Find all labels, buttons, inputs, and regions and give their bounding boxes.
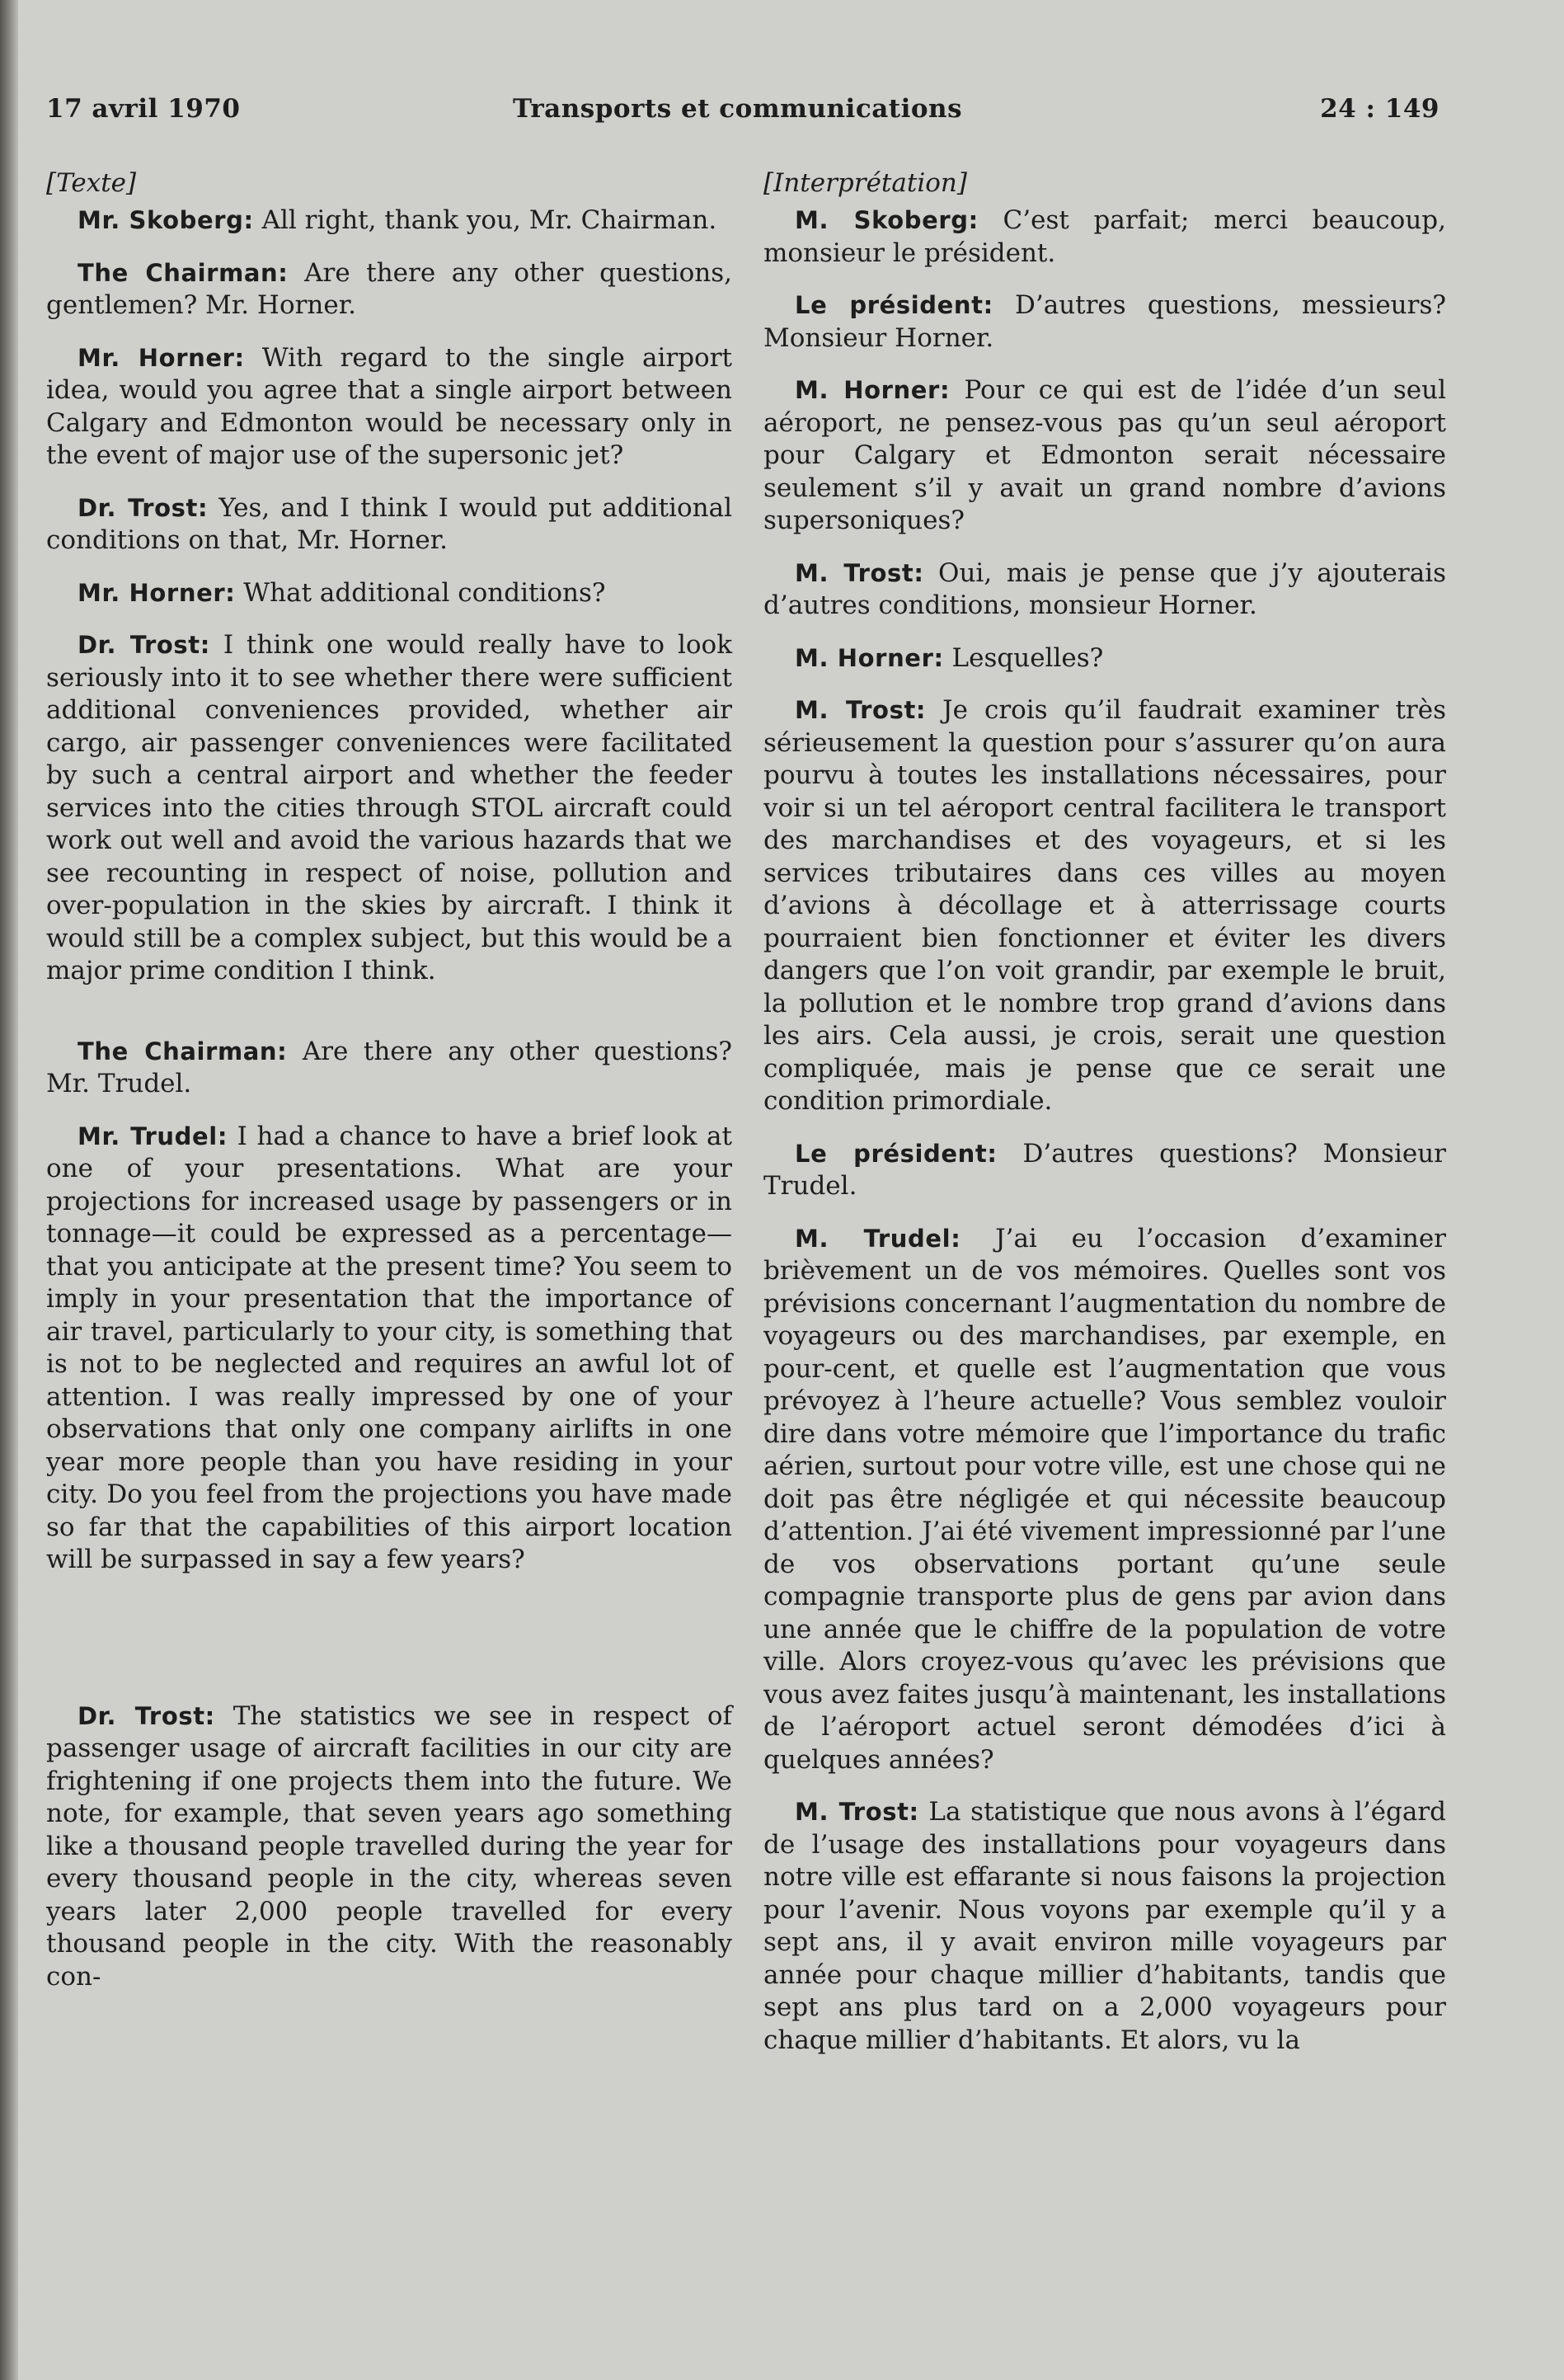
speaker-name: Mr. Trudel: — [77, 1122, 228, 1150]
speaker-name: Mr. Skoberg: — [77, 206, 254, 234]
transcript-paragraph — [46, 492, 732, 557]
speech-text: The statistics we see in respect of passenger usage of aircraft facilities in our city are frightening if one projects them into the future. We note, for example, that seven years ago something like a thousand people travelled during the year for every thousand people in the city, whereas seven years later 2,000 people travelled for every thousand people in the city. With the reasonably con- — [46, 1700, 732, 1992]
speaker-name: Dr. Trost: — [77, 493, 209, 522]
speaker-name: Le président: — [795, 291, 993, 319]
speech-text: What additional conditions? — [235, 577, 606, 608]
transcript-paragraph — [763, 557, 1446, 623]
transcript-paragraph — [763, 374, 1446, 538]
speech-text: Pour ce qui est de l’idée d’un seul aéroport, ne pensez-vous pas qu’un seul aéroport pour Calgary et Edmonton serait nécessaire seulement s’il y avait un grand nombre d’avions supersoniques? — [763, 375, 1446, 535]
speech-text: Oui, mais je pense que j’y ajouterais d’autres conditions, monsieur Horner. — [763, 557, 1446, 620]
speaker-name: Mr. Horner: — [77, 343, 245, 372]
transcript-paragraph — [46, 342, 732, 473]
speaker-name: M. Skoberg: — [795, 206, 979, 234]
speaker-name: M. Horner: — [795, 643, 944, 672]
transcript-paragraph — [763, 642, 1446, 675]
header-page-number: 24 : 149 — [1320, 94, 1440, 124]
speaker-name: The Chairman: — [77, 1037, 288, 1065]
transcript-paragraph — [763, 1223, 1446, 1777]
speech-text: Je crois qu’il faudrait examiner très sérieusement la question pour s’assurer qu’on aura pourvu à toutes les installations nécessaires, pour voir si un tel aéroport central facilitera le transport des marchandises et des voyageurs, et si les services tributaires dans ces villes au moyen d’avions à décollage et à atterrissage courts pourraient bien fonctionner et éviter les divers dangers que l’on voit grandir, par exemple le bruit, la pollution et le nombre trop grand d’avions dans les airs. Cela aussi, je crois, serait une question compliquée, mais je pense que ce serait une condition primordiale. — [763, 695, 1446, 1116]
transcript-paragraph — [46, 1700, 732, 1994]
speaker-name: M. Trost: — [795, 1798, 919, 1826]
english-column — [46, 167, 732, 2013]
column-label: [Texte] — [46, 168, 137, 198]
speech-text: La statistique que nous avons à l’égard de l’usage des installations pour voyageurs dans notre ville est effarante si nous faisons la projection pour l’avenir. Nous voyons par exemple qu’il y a sept ans, il y avait environ mille voyageurs par année pour chaque millier d’habitants, tandis que sept ans plus tard on a 2,000 voyageurs pour chaque millier d’habitants. Et alors, vu la — [763, 1797, 1446, 2055]
header-date: 17 avril 1970 — [46, 94, 241, 124]
transcript-paragraph — [763, 1796, 1446, 2057]
transcript-paragraph — [46, 1121, 732, 1577]
speaker-name: Le président: — [795, 1139, 998, 1168]
transcript-paragraph — [46, 629, 732, 988]
transcript-paragraph — [46, 577, 732, 610]
speech-text: I had a chance to have a brief look at one of your presentations. What are your projections for increased usage by passengers or in tonnage—it could be expressed as a percentage—that you anticipate at the present time? You seem to imply in your presentation that the importance of air travel, particularly to your city, is something that is not to be neglected and requires an awful lot of attention. I was really impressed by one of your observations that only one company airlifts in one year more people than you have residing in your city. Do you feel from the projections you have made so far that the capabilities of this airport location will be surpassed in say a few years? — [46, 1121, 732, 1574]
page-header — [46, 94, 1440, 134]
transcript-paragraph — [46, 205, 732, 238]
speech-text: With regard to the single airport idea, would you agree that a single airport between Calgary and Edmonton would be necessary only in the event of major use of the supersonic jet? — [46, 342, 733, 470]
speaker-name: M. Trost: — [795, 696, 927, 724]
speech-text: All right, thank you, Mr. Chairman. — [253, 205, 717, 235]
header-title: Transports et communications — [513, 94, 963, 124]
transcript-paragraph — [763, 289, 1446, 355]
speaker-name: The Chairman: — [77, 258, 289, 287]
speech-text: D’autres questions? Monsieur Trudel. — [763, 1138, 1446, 1201]
speech-text: C’est parfait; merci beaucoup, monsieur le président. — [763, 205, 1446, 268]
speech-text: Are there any other questions? Mr. Trudel. — [46, 1036, 732, 1098]
transcript-paragraph — [46, 1036, 732, 1101]
column-label: [Interprétation] — [763, 168, 967, 198]
transcript-paragraph — [763, 205, 1446, 270]
book-spine-shadow — [0, 0, 18, 2380]
speaker-name: M. Horner: — [795, 376, 951, 404]
speech-text: J’ai eu l’occasion d’examiner brièvement un de vos mémoires. Quelles sont vos prévisions concernant l’augmentation du nombre de voyageurs ou des marchandises, par exemple, en pour-cent, et quelle est l’augmentation que vous prévoyez à l’heure actuelle? Vous semblez vouloir dire dans votre mémoire que l’importance du trafic aérien, surtout pour votre ville, est une chose qui ne doit pas être négligée et qui nécessite beaucoup d’attention. J’ai été vivement impressionné par l’une de vos observations portant qu’une seule compagnie transporte plus de gens par avion dans une année que le chiffre de la population de votre ville. Alors croyez-vous qu’avec les prévisions que vous avez faites jusqu’à maintenant, les installations de l’aéroport actuel seront démodées d’ici à quelques années? — [763, 1223, 1446, 1775]
transcript-paragraph — [46, 257, 732, 322]
speaker-name: M. Trost: — [795, 558, 924, 587]
speaker-name: Dr. Trost: — [77, 1701, 215, 1730]
french-column — [763, 167, 1446, 2077]
speech-text: D’autres questions, messieurs? Monsieur Horner. — [763, 290, 1446, 353]
speaker-name: Dr. Trost: — [77, 631, 210, 659]
transcript-paragraph — [763, 694, 1446, 1118]
speech-text: Yes, and I think I would put additional conditions on that, Mr. Horner. — [46, 492, 732, 555]
transcript-paragraph — [763, 1138, 1446, 1203]
speaker-name: M. Trudel: — [795, 1224, 961, 1253]
speaker-name: Mr. Horner: — [77, 578, 236, 607]
speech-text: I think one would really have to look seriously into it to see whether there were sufficient additional conveniences provided, whether air cargo, air passenger conveniences were facilitated by such a central airport and whether the feeder services into the cities through STOL aircraft could work out well and avoid the various hazards that we see recounting in respect of noise, pollution and over-population in the skies by aircraft. I think it would still be a complex subject, but this would be a major prime condition I think. — [46, 630, 732, 985]
speech-text: Are there any other questions, gentlemen? Mr. Horner. — [46, 257, 733, 320]
speech-text: Lesquelles? — [943, 642, 1104, 673]
